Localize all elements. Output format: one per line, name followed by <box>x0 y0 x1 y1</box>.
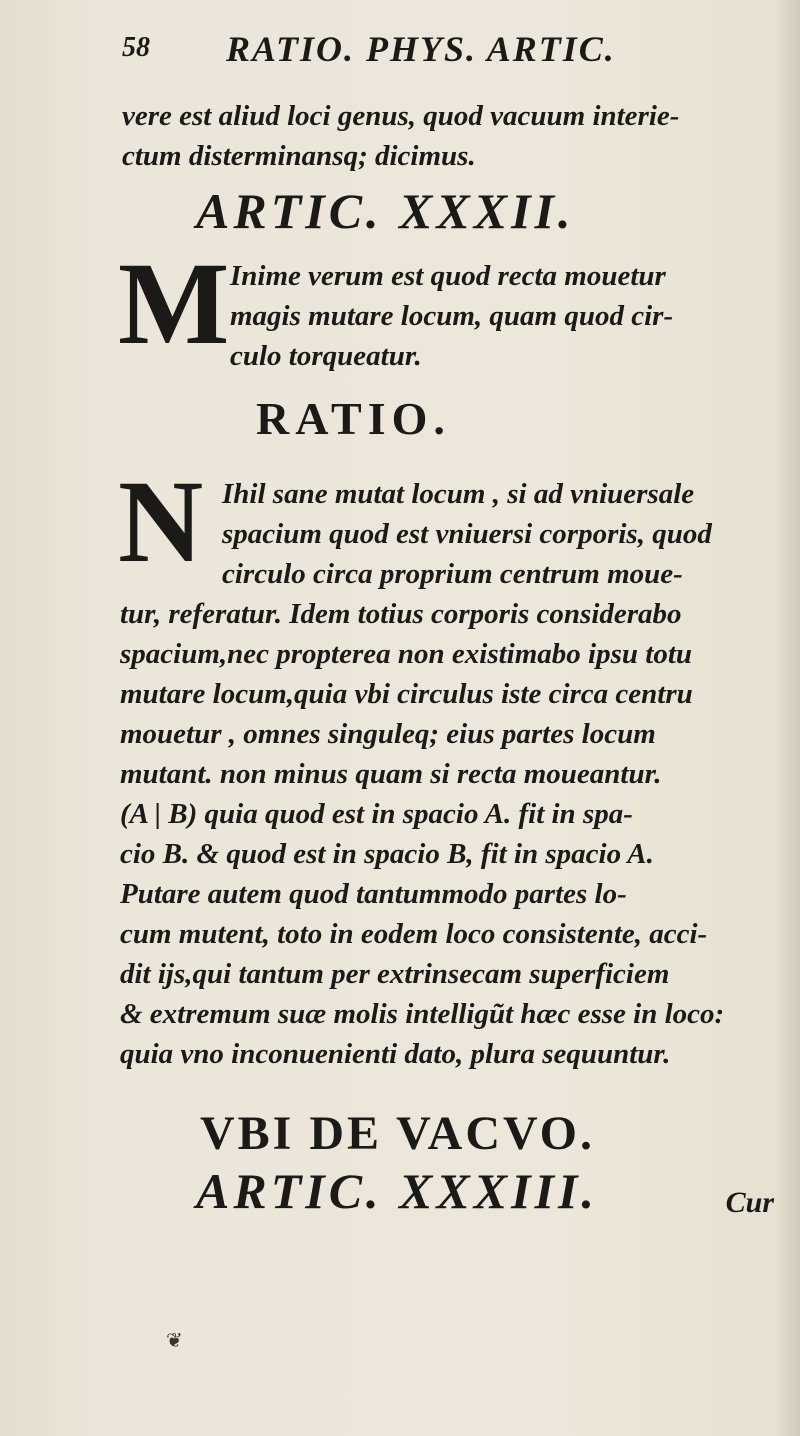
article-33-heading: ARTIC. XXXIII. <box>196 1163 598 1219</box>
page-fold-shadow <box>776 0 800 1436</box>
page-header <box>122 28 742 72</box>
ornament-icon: ❦ <box>166 1330 183 1352</box>
running-head: RATIO. PHYS. ARTIC. <box>226 29 616 69</box>
text-line: ctum disterminansq; dicimus. <box>122 140 476 172</box>
text-line: cum mutent, toto in eodem loco consistente, acci- <box>120 918 708 950</box>
text-line: circulo circa proprium centrum moue- <box>222 558 683 590</box>
ratio-heading: RATIO. <box>256 393 451 444</box>
text-line: culo torqueatur. <box>230 340 422 372</box>
page-number: 58 <box>122 32 150 63</box>
article-32-paragraph <box>118 238 780 376</box>
dropcap-n: N <box>118 456 204 587</box>
text-line: mutant. non minus quam si recta moueantur. <box>120 758 662 790</box>
text-line: quia vno inconuenienti dato, plura sequuntur. <box>120 1038 671 1070</box>
text-line: spacium quod est vniuersi corporis, quod <box>222 518 712 550</box>
text-line: mouetur , omnes singuleq; eius partes locum <box>120 718 656 750</box>
text-line: tur, referatur. Idem totius corporis considerabo <box>120 598 682 630</box>
text-line: mutare locum,quia vbi circulus iste circa centru <box>120 678 693 710</box>
ratio-paragraph <box>118 456 780 1074</box>
text-line: cio B. & quod est in spacio B, fit in spacio A. <box>120 838 654 870</box>
text-line: & extremum suæ molis intelligũt hæc esse in loco: <box>120 998 725 1030</box>
text-line: vere est aliud loci genus, quod vacuum interie- <box>122 100 680 132</box>
text-line: spacium,nec propterea non existimabo ipsu totu <box>120 638 692 670</box>
catchword: Cur <box>725 1186 774 1219</box>
article-32-heading: ARTIC. XXXII. <box>196 183 575 239</box>
text-line: Inime verum est quod recta mouetur <box>230 260 666 292</box>
text-line: (A | B) quia quod est in spacio A. fit in spa- <box>120 798 633 830</box>
text-line: Ihil sane mutat locum , si ad vniuersale <box>222 478 695 510</box>
intro-paragraph <box>122 96 782 176</box>
text-line: magis mutare locum, quam quod cir- <box>230 300 674 332</box>
section-heading: VBI DE VACVO. <box>200 1107 596 1160</box>
dropcap-m: M <box>118 238 230 369</box>
text-line: dit ijs,qui tantum per extrinsecam superficiem <box>120 958 670 990</box>
text-line: Putare autem quod tantummodo partes lo- <box>120 878 627 910</box>
